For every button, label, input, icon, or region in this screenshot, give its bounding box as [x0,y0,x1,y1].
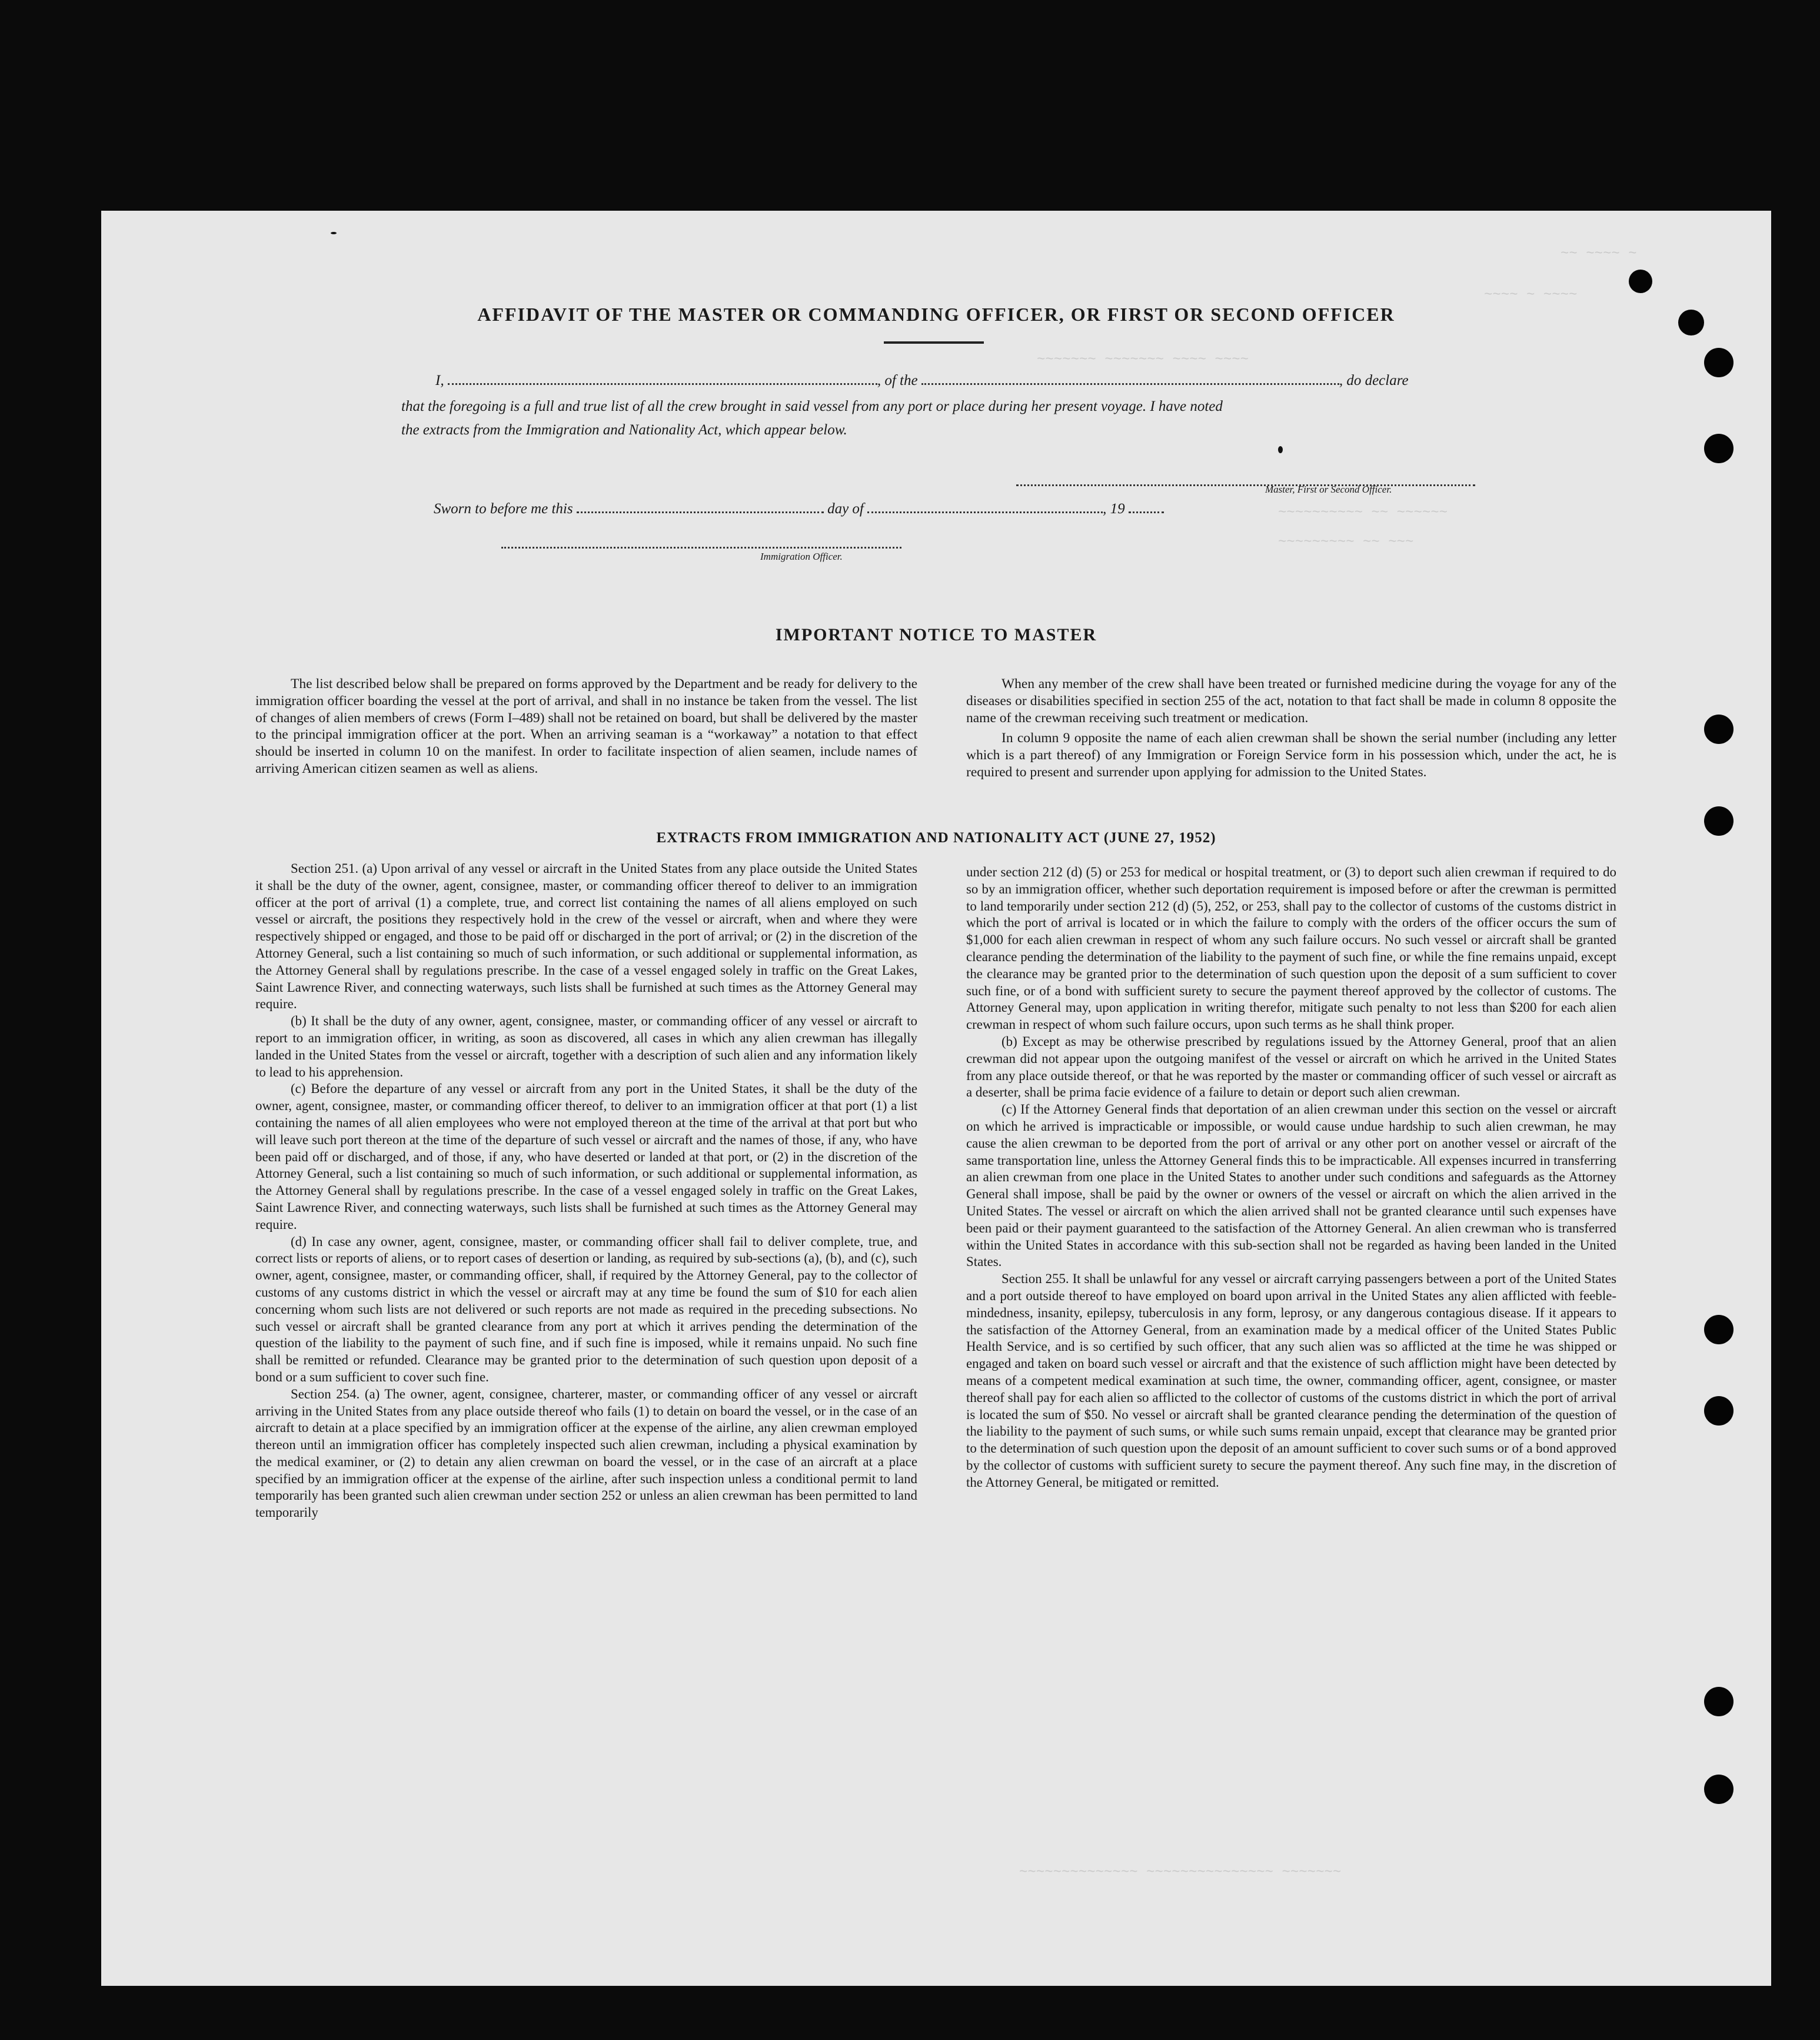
ink-speck [331,232,337,234]
punch-hole [1704,1315,1734,1344]
statute-paragraph: (d) In case any owner, agent, consignee, master, or commanding officer shall fail to deliver complete, true, and correct lists or reports of aliens, or to report cases of desertion or landing, as required by sub-sections (a), (b), and (c), such owner, agent, consignee, master, or commanding officer, shall, if required by the Attorney General, pay to the collector of customs of any customs district in which the vessel or aircraft may at any time be found the sum of $10 for each alien concerning whom such lists are not delivered or such reports are not made as required in the preceding subsections. No such vessel or aircraft shall be granted clearance from any port at which it arrives pending the determination of the question of the liability to the payment of such fine, and if such fine is imposed, while it remains unpaid. No such fine shall be remitted or refunded. Clearance may be granted prior to the determination of such question upon deposit of a bond or a sum sufficient to cover such fine. [255,1234,917,1384]
bleed-through-marks: ~~~~ ~ ~~~~ [1484,287,1578,303]
declaration-line [435,373,1409,389]
ink-speck [1278,446,1283,453]
statute-paragraph: under section 212 (d) (5) or 253 for medical or hospital treatment, or (3) to deport such alien crewman if required to do so by an immigration officer, whether such deportation requirement is imposed before or after the crewman is permitted to land temporarily under section 212 (d) (5), 252, or 253, shall pay to the collector of customs of the customs district in which the port of arrival is located or in which the failure to comply with the orders of the officer occurs the sum of $1,000 for each alien crewman in respect of whom any such failure occurs. No such vessel or aircraft shall be granted clearance pending the determination of the liability to the payment of such fine, or while the fine remains unpaid, except the clearance may be granted prior to the determination of such question upon the deposit of a sum sufficient to cover such fine, or of a bond with sufficient surety to secure the payment thereof approved by the collector of customs. The Attorney General may, upon application in writing therefor, mitigate such penalty to not less than $200 for each alien crewman in respect of whom such failure occurs, upon such terms as he shall think proper. [966,865,1616,1032]
sworn-date-field[interactable] [577,511,824,513]
statute-paragraph: Section 251. (a) Upon arrival of any vessel or aircraft in the United States from any place outside the United States it shall be the duty of the owner, agent, consignee, master, or commanding officer thereof to deliver to an immigration officer at the port of arrival (1) a complete, true, and correct list containing the names of all aliens employed on such vessel or aircraft, the positions they respectively hold in the crew of the vessel or aircraft, when and where they were respectively shipped or engaged, and those to be paid off or discharged in the port of arrival; or (2) in the discretion of the Attorney General, such a list containing so much of such information, or such additional or supplemental information, as the Attorney General shall by regulations prescribe. In the case of a vessel engaged solely in traffic on the Great Lakes, Saint Lawrence River, and connecting waterways, such lists shall be furnished at such times as the Attorney General may require. [255,861,917,1012]
title-divider [884,341,984,344]
master-name-field[interactable] [448,383,877,385]
punch-hole [1704,1396,1734,1426]
notice-paragraph: When any member of the crew shall have been treated or furnished medicine during the voyage for any of the diseases or disabilities specified in section 255 of the act, notation to that fact shall be made in column 8 opposite the name of the crewman receiving such treatment or medication. [966,676,1616,726]
statute-paragraph: (c) Before the departure of any vessel or aircraft from any port in the United States, it shall be the duty of the owner, agent, consignee, master, or commanding officer thereof, to deliver to an immigration officer at that port (1) a list containing the names of all alien employees who were not employed thereon at the time of the arrival at that port but who will leave such port thereon at the time of the departure of such vessel or aircraft and the names of those, if any, who have been paid off or discharged, and of those, if any, who have deserted or landed at that port, or (2) in the discretion of the Attorney General, such a list containing so much of such information, or such additional or supplemental information, as the Attorney General shall by regulations prescribe. In the case of a vessel engaged solely in traffic on the Great Lakes, Saint Lawrence River, and connecting waterways, such lists shall be furnished at such times as the Attorney General may require. [255,1081,917,1232]
notice-left-column [255,676,917,778]
statement-line-2: the extracts from the Immigration and Nationality Act, which appear below. [401,422,847,438]
statute-paragraph: Section 255. It shall be unlawful for any vessel or aircraft carrying passengers between a port of the United States and a port outside thereof to have employed on board upon arrival in the United States any alien afflicted with feeble-mindedness, insanity, epilepsy, tuberculosis in any form, leprosy, or any dangerous contagious disease. If it appears to the satisfaction of the Attorney General, from an examination made by a medical officer of the United States Public Health Service, and is so certified by such officer, that any such alien was so afflicted at the time he was shipped or engaged and taken on board such vessel or aircraft and that the existence of such affliction might have been detected by means of a competent medical examination at such time, the owner, commanding officer, agent, consignee, or master thereof shall pay for each alien so afflicted to the collector of customs of the customs district in which the port of arrival is located the sum of $50. No vessel or aircraft shall be granted clearance pending the determination of the question of the liability to the payment of such sums, or while such sums remain unpaid, except that clearance may be granted prior to the determination of such question upon the deposit of an amount sufficient to cover such sums or of a bond approved by the collector of customs with sufficient surety to secure the payment thereof. Any such fine may, in the discretion of the Attorney General, be mitigated or remitted. [966,1271,1616,1490]
bleed-through-marks: ~~~~~~~~~ ~~ ~~~ [1278,534,1414,550]
declaration-start: I, [435,373,444,388]
bleed-through-marks: ~~~~~~~ ~~~~~~~ ~~~~ ~~~~ [1037,352,1249,368]
of-the-label: , of the [877,373,918,388]
officer-signature-caption: Immigration Officer. [760,551,843,562]
extracts-right-column [966,864,1616,1491]
statute-paragraph: (b) Except as may be otherwise prescribed by regulations issued by the Attorney General, proof that an alien crewman did not appear upon the outgoing manifest of the vessel or aircraft on which he arrived in the United States from any place outside thereof, or that he was reported by the master or commanding officer of such vessel or aircraft as a deserter, shall be prima facie evidence of a failure to detain or deport such alien crewman. [966,1034,1616,1100]
affidavit-title: AFFIDAVIT OF THE MASTER OR COMMANDING OFFICER, OR FIRST OR SECOND OFFICER [477,304,1395,325]
master-signature-line[interactable] [1016,474,1475,490]
bleed-through-marks: ~~ ~~~~ ~ [1561,246,1637,262]
bleed-through-marks: ~~~~~~~~~~~~~~ ~~~~~~~~~~~~~~~ ~~~~~~~ [1019,1865,1342,1880]
day-of-label: day of [827,501,864,517]
statute-paragraph: Section 254. (a) The owner, agent, consignee, charterer, master, or commanding officer of any vessel or aircraft arriving in the United States from any place outside thereof who fails (1) to detain on board the vessel, or in the case of an aircraft to detain at a place specified by an immigration officer at the expense of the airline, any alien crewman employed thereon until an immigration officer has completely inspected such alien crewman, including a physical examination by the medical examiner, or (2) to detain any alien crewman on board the vessel, or in the case of an aircraft at a place specified by an immigration officer at the expense of the airline, after such inspection unless a conditional permit to land temporarily has been granted such alien crewman under section 252 or unless an alien crewman has been permitted to land temporarily [255,1386,917,1520]
bleed-through-marks: ~~~~~~~~~~ ~~ ~~~~~~ [1278,505,1448,521]
punch-hole [1704,1775,1734,1804]
punch-hole [1629,270,1652,293]
punch-hole [1704,434,1734,463]
notice-paragraph: The list described below shall be prepared on forms approved by the Department and be ready for delivery to the immigration officer boarding the vessel at the port of arrival, and shall in no instance be taken from the vessel. The list of changes of alien members of crews (Form I–489) shall not be retained on board, but shall be delivered by the master to the principal immigration officer at the port. When an arriving seaman is a “workaway” a notation to that effect should be inserted in column 10 on the manifest. In order to facilitate inspection of alien seamen, include names of arriving American citizen seamen as well as aliens. [255,676,917,776]
punch-hole [1704,348,1734,377]
punch-hole [1704,1687,1734,1716]
do-declare-label: , do declare [1339,373,1409,388]
year-prefix-label: , 19 [1103,501,1125,517]
notice-right-column [966,676,1616,781]
sworn-year-field[interactable] [1129,511,1164,513]
notice-title: IMPORTANT NOTICE TO MASTER [775,625,1097,644]
officer-signature-line[interactable] [501,536,901,553]
sworn-label: Sworn to before me this [434,501,573,517]
statement-line-1: that the foregoing is a full and true list of all the crew brought in said vessel from any port or place during her present voyage. I have noted [401,398,1223,414]
statute-paragraph: (c) If the Attorney General finds that deportation of an alien crewman under this section on the vessel or aircraft on which he arrived is impracticable or impossible, or would cause undue hardship to such alien crewman, he may cause the alien crewman to be deported from the port of arrival or any other port on another vessel or aircraft of the same transportation line, unless the Attorney General finds this to be impracticable. All expenses incurred in transferring an alien crewman from one place in the United States to another under such conditions and safeguards as the Attorney General shall impose, shall be paid by the owner or owners of the vessel or aircraft on which the alien arrived in the United States. The vessel or aircraft on which the alien arrived shall not be granted clearance until such expenses have been paid or their payment guaranteed to the satisfaction of the Attorney General. An alien crewman who is transferred within the United States in accordance with this sub-section shall not be regarded as having been landed in the United States. [966,1102,1616,1270]
punch-hole [1704,715,1734,744]
statute-paragraph: (b) It shall be the duty of any owner, agent, consignee, master, or commanding officer of any vessel or aircraft to report to an immigration officer, in writing, as soon as discovered, all cases in which any alien crewman has illegally landed in the United States from the vessel or aircraft, together with a description of such alien and any information likely to lead to his apprehension. [255,1014,917,1079]
punch-hole [1704,806,1734,836]
document-page [101,211,1771,1986]
vessel-name-field[interactable] [921,383,1339,385]
sworn-month-field[interactable] [867,511,1103,513]
punch-hole [1678,310,1704,335]
notice-paragraph: In column 9 opposite the name of each alien crewman shall be shown the serial number (including any letter which is a part thereof) of any Immigration or Foreign Service form in his possession which, under the act, he is required to present and surrender upon applying for admission to the United States. [966,730,1616,780]
extracts-title: EXTRACTS FROM IMMIGRATION AND NATIONALITY ACT (JUNE 27, 1952) [656,830,1216,846]
master-signature-caption: Master, First or Second Officer. [1265,484,1392,495]
sworn-line [434,501,1164,517]
extracts-left-column [255,860,917,1521]
